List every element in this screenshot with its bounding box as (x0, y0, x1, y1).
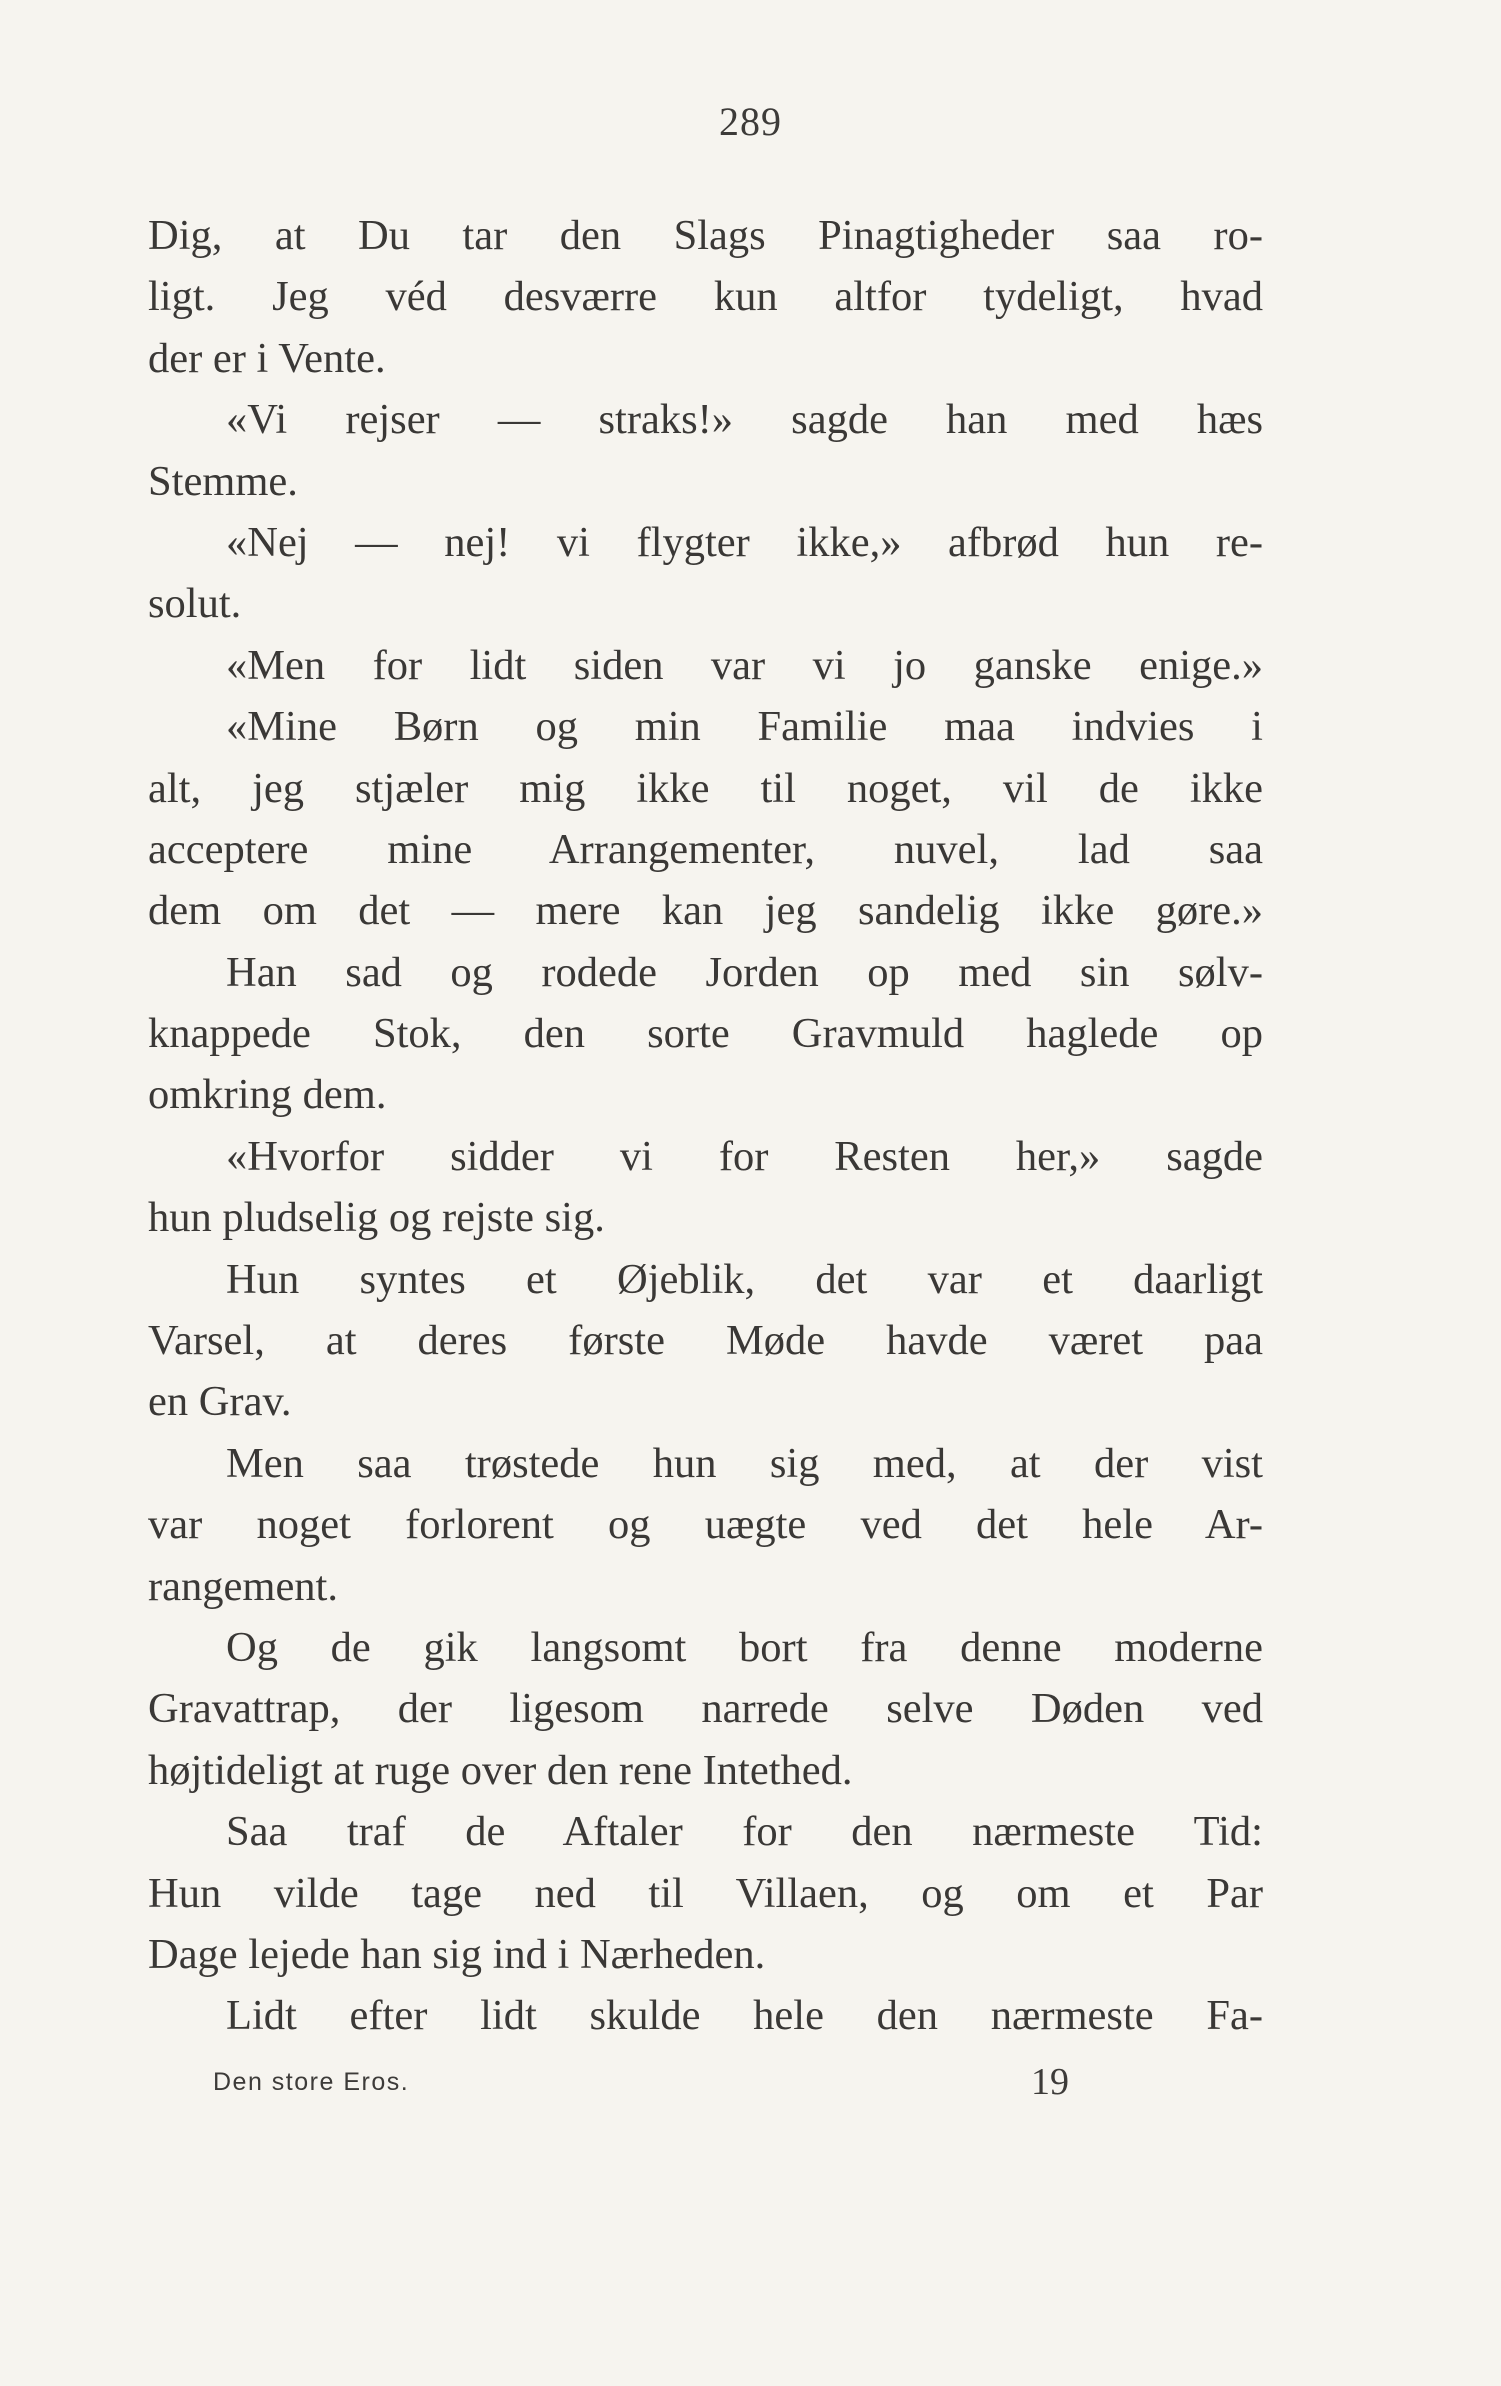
text-line: Men saa trøstede hun sig med, at der vist (226, 1439, 1263, 1487)
text-line: var noget forlorent og uægte ved det hele Ar- (148, 1501, 1263, 1549)
text-line: «Men for lidt siden var vi jo ganske enige.» (226, 641, 1263, 689)
text-line: der er i Vente. (148, 334, 386, 382)
text-line: «Hvorfor sidder vi for Resten her,» sagde (226, 1132, 1263, 1180)
page-number: 289 (719, 99, 782, 144)
text-line: «Vi rejser — straks!» sagde han med hæs (226, 396, 1263, 444)
text-line: Dage lejede han sig ind i Nærheden. (148, 1930, 766, 1978)
text-line: acceptere mine Arrangementer, nuvel, lad saa (148, 825, 1263, 873)
text-line: rangement. (148, 1562, 338, 1610)
text-line: ligt. Jeg véd desværre kun altfor tydeligt, hvad (148, 273, 1263, 321)
page-footer (148, 2060, 1263, 2110)
text-line: hun pludselig og rejste sig. (148, 1194, 605, 1242)
text-line: Varsel, at deres første Møde havde været paa (148, 1317, 1263, 1365)
text-line: Hun vilde tage ned til Villaen, og om et Par (148, 1869, 1263, 1917)
text-line: Saa traf de Aftaler for den nærmeste Tid: (226, 1808, 1263, 1856)
text-line: Lidt efter lidt skulde hele den nærmeste Fa- (226, 1992, 1263, 2040)
footer-book-title: Den store Eros. (213, 2068, 410, 2096)
text-line: højtideligt at ruge over den rene Intethed. (148, 1746, 853, 1794)
text-line: dem om det — mere kan jeg sandelig ikke gøre.» (148, 887, 1263, 935)
text-line: Og de gik langsomt bort fra denne moderne (226, 1623, 1263, 1671)
text-line: «Nej — nej! vi flygter ikke,» afbrød hun re- (226, 518, 1263, 566)
body-text (148, 205, 1263, 2047)
text-line: en Grav. (148, 1378, 292, 1426)
text-line: Hun syntes et Øjeblik, det var et daarligt (226, 1255, 1263, 1303)
signature-mark: 19 (1031, 2061, 1069, 2103)
text-line: omkring dem. (148, 1071, 387, 1119)
text-line: solut. (148, 580, 242, 628)
text-line: Dig, at Du tar den Slags Pinagtigheder saa ro- (148, 212, 1263, 259)
text-line: Han sad og rodede Jorden op med sin sølv- (226, 948, 1263, 996)
text-line: Stemme. (148, 457, 298, 505)
text-line: «Mine Børn og min Familie maa indvies i (226, 703, 1263, 751)
text-line: alt, jeg stjæler mig ikke til noget, vil de ikke (148, 764, 1263, 812)
text-line: knappede Stok, den sorte Gravmuld haglede op (148, 1010, 1263, 1058)
text-line: Gravattrap, der ligesom narrede selve Døden ved (148, 1685, 1263, 1733)
